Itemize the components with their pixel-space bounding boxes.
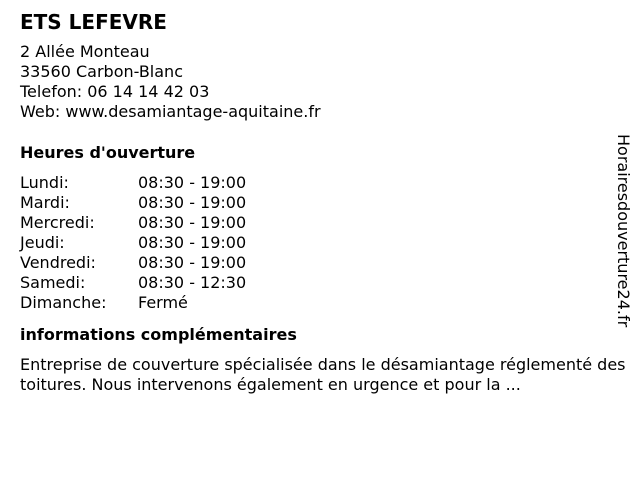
phone-number: Telefon: 06 14 14 42 03 [20, 82, 210, 101]
opening-hours-table [20, 173, 620, 313]
website-link[interactable]: Web: www.desamiantage-aquitaine.fr [20, 102, 321, 121]
hours-day: Lundi: [20, 173, 69, 192]
hours-row-thursday [20, 233, 620, 253]
hours-time: Fermé [138, 293, 188, 312]
hours-time: 08:30 - 19:00 [138, 173, 247, 192]
hours-row-wednesday [20, 213, 620, 233]
hours-day: Mercredi: [20, 213, 95, 232]
hours-day: Mardi: [20, 193, 70, 212]
hours-time: 08:30 - 19:00 [138, 233, 247, 252]
business-name: ETS LEFEVRE [20, 10, 167, 34]
hours-time: 08:30 - 19:00 [138, 213, 247, 232]
address-street: 2 Allée Monteau [20, 42, 150, 61]
hours-row-saturday [20, 273, 620, 293]
hours-day: Vendredi: [20, 253, 96, 272]
hours-time: 08:30 - 12:30 [138, 273, 247, 292]
hours-row-friday [20, 253, 620, 273]
hours-time: 08:30 - 19:00 [138, 193, 247, 212]
hours-day: Dimanche: [20, 293, 107, 312]
hours-time: 08:30 - 19:00 [138, 253, 247, 272]
business-description: Entreprise de couverture spécialisée dans le désamiantage réglementé des toitures. Nous intervenons également en urgence et pour la ... [20, 355, 626, 394]
address-city: 33560 Carbon-Blanc [20, 62, 183, 81]
hours-row-monday [20, 173, 620, 193]
hours-row-sunday [20, 293, 620, 313]
hours-day: Jeudi: [20, 233, 65, 252]
opening-hours-title: Heures d'ouverture [20, 143, 196, 162]
hours-day: Samedi: [20, 273, 86, 292]
site-watermark: Horairesdouverture24.fr [614, 134, 633, 328]
additional-info-title: informations complémentaires [20, 325, 297, 344]
hours-row-tuesday [20, 193, 620, 213]
